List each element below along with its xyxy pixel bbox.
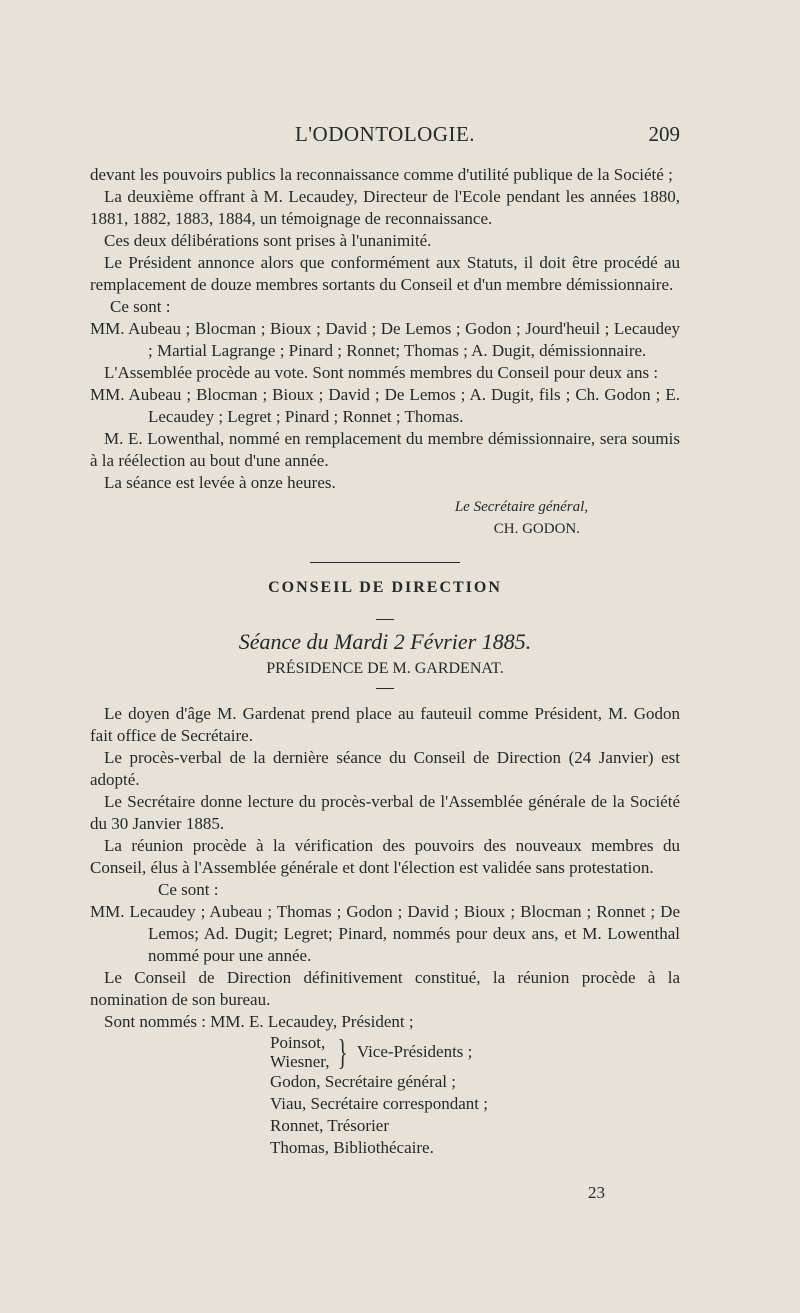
journal-title: L'ODONTOLOGIE.	[294, 122, 476, 146]
section-title: CONSEIL DE DIRECTION	[268, 579, 502, 596]
signature-mark: 23	[588, 1183, 605, 1202]
vice-presidents	[90, 1033, 680, 1071]
paragraph: Le doyen d'âge M. Gardenat prend place au fauteuil comme Président, M. Godon fait office de Secrétaire.	[90, 704, 680, 745]
dash-divider	[376, 619, 394, 620]
paragraph: L'Assemblée procède au vote. Sont nommés membres du Conseil pour deux ans :	[104, 363, 659, 382]
bureau-member: Ronnet, Trésorier	[270, 1116, 389, 1135]
vice-president-name: Wiesner,	[270, 1052, 330, 1071]
paragraph: devant les pouvoirs publics la reconnaissance comme d'utilité publique de la Société ;	[90, 165, 673, 184]
paragraph: La deuxième offrant à M. Lecaudey, Directeur de l'Ecole pendant les années 1880, 1881, 1882, 1883, 1884, un témoignage de reconnaissance.	[90, 187, 680, 228]
paragraph: Ces deux délibérations sont prises à l'unanimité.	[104, 231, 432, 250]
paragraph: La réunion procède à la vérification des pouvoirs des nouveaux membres du Conseil, élus à l'Assemblée générale et dont l'élection est validée sans protestation.	[90, 836, 680, 877]
vice-president-name: Poinsot,	[270, 1033, 326, 1052]
page-number: 209	[648, 122, 680, 146]
session-heading: Séance du Mardi 2 Février 1885.	[238, 629, 532, 654]
section-divider	[310, 562, 460, 563]
presidency-line: PRÉSIDENCE DE M. GARDENAT.	[266, 660, 504, 677]
paragraph: M. E. Lowenthal, nommé en remplacement du membre démissionnaire, sera soumis à la réélection au bout d'une année.	[90, 429, 680, 470]
vice-president-role: Vice-Présidents ;	[356, 1042, 473, 1061]
bureau-member: Thomas, Bibliothécaire.	[270, 1138, 434, 1157]
paragraph: Le Secrétaire donne lecture du procès-verbal de l'Assemblée générale de la Société du 30 Janvier 1885.	[90, 792, 680, 833]
paragraph: Sont nommés : MM. E. Lecaudey, Président ;	[104, 1012, 414, 1031]
members-list: MM. Lecaudey ; Aubeau ; Thomas ; Godon ; David ; Bioux ; Blocman ; Ronnet ; De Lemos; Ad. Dugit; Legret; Pinard, nommés pour deux ans, et M. Lowenthal nommé pour une année.	[90, 902, 680, 965]
bureau-member: Godon, Secrétaire général ;	[270, 1072, 456, 1091]
paragraph: Le Président annonce alors que conformément aux Statuts, il doit être procédé au remplacement de douze membres sortants du Conseil et d'un membre démissionnaire.	[90, 253, 680, 294]
paragraph: Ce sont :	[158, 880, 219, 899]
paragraph: La séance est levée à onze heures.	[104, 473, 336, 492]
running-header	[90, 122, 680, 152]
dash-divider	[376, 688, 394, 689]
minutes-continuation	[90, 164, 680, 1159]
paragraph: Le procès-verbal de la dernière séance du Conseil de Direction (24 Janvier) est adopté.	[90, 748, 680, 789]
members-list: MM. Aubeau ; Blocman ; Bioux ; David ; De Lemos ; A. Dugit, fils ; Ch. Godon ; E. Lecaudey ; Legret ; Pinard ; Ronnet ; Thomas.	[90, 385, 680, 426]
signature-name: CH. GODON.	[493, 521, 580, 537]
bureau-member: Viau, Secrétaire correspondant ;	[270, 1094, 488, 1113]
signature-title: Le Secrétaire général,	[454, 499, 588, 515]
paragraph: Le Conseil de Direction définitivement constitué, la réunion procède à la nomination de son bureau.	[90, 968, 680, 1009]
brace-glyph: }	[337, 1032, 347, 1072]
members-list: MM. Aubeau ; Blocman ; Bioux ; David ; De Lemos ; Godon ; Jourd'heuil ; Lecaudey ; Martial Lagrange ; Pinard ; Ronnet; Thomas ; A. Dugit, démissionnaire.	[90, 319, 680, 360]
paragraph: Ce sont :	[110, 297, 171, 316]
